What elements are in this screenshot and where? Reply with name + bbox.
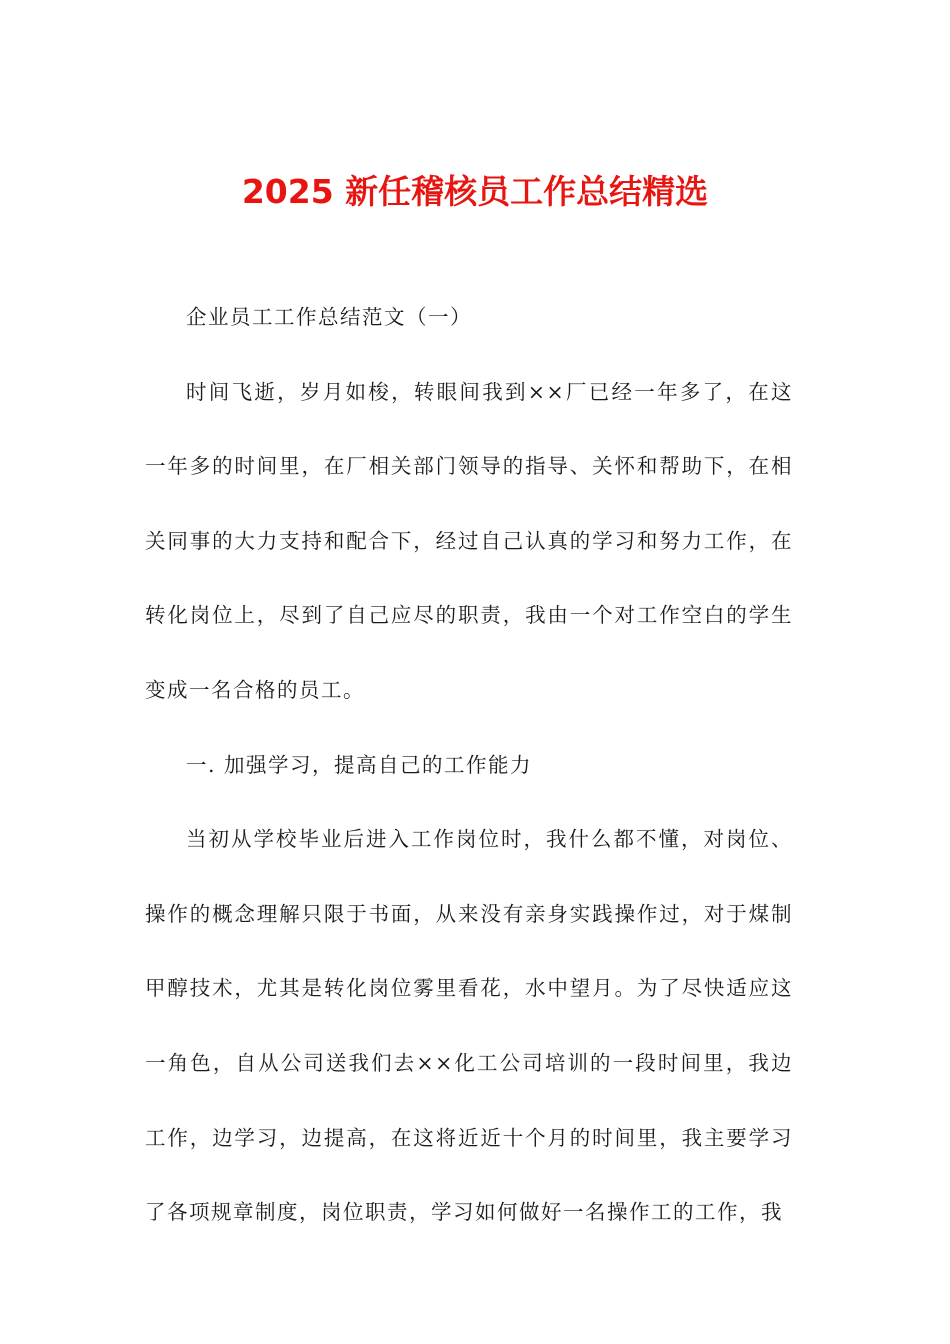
paragraph-intro: 时间飞逝，岁月如梭，转眼间我到××厂已经一年多了，在这一年多的时间里，在厂相关部门领导的指导、关怀和帮助下，在相关同事的大力支持和配合下，经过自己认真的学习和努力工作，在转化岗位上，尽到了自己应尽的职责，我由一个对工作空白的学生变成一名合格的员工。: [145, 379, 793, 702]
paragraph-subheading-study: 一. 加强学习，提高自己的工作能力: [186, 752, 533, 777]
paragraph-section-heading: 企业员工工作总结范文（一）: [186, 305, 472, 329]
document-title: 2025 新任稽核员工作总结精选: [241, 172, 709, 212]
paragraph-study-detail: 当初从学校毕业后进入工作岗位时，我什么都不懂，对岗位、操作的概念理解只限于书面，从来没有亲身实践操作过，对于煤制甲醇技术，尤其是转化岗位雾里看花，水中望月。为了尽快适应这一角色，自从公司送我们去××化工公司培训的一段时间里，我边工作，边学习，边提高，在这将近近十个月的时间里，我主要学习了各项规章制度，岗位职责，学习如何做好一名操作工的工作，我: [145, 827, 793, 1225]
document-body: [145, 280, 793, 1250]
